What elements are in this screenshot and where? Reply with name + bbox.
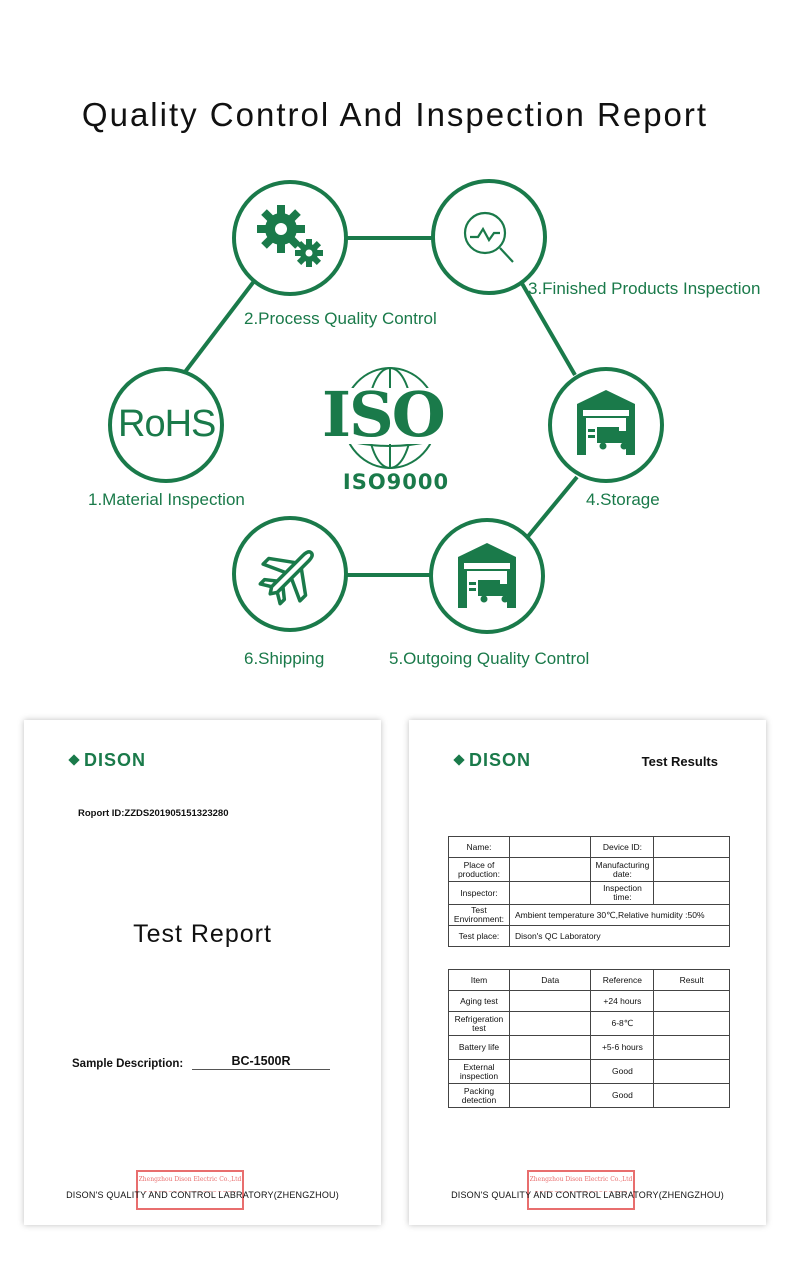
sample-description-value: BC-1500R <box>192 1054 330 1070</box>
step-1-label: 1.Material Inspection <box>88 490 245 509</box>
rohs-icon: RoHS <box>118 403 216 445</box>
info-table <box>448 836 730 947</box>
table-cell: Dison's QC Laboratory <box>509 926 729 947</box>
table-cell: Packing detection <box>449 1084 510 1108</box>
iso-logo-text: ISO <box>322 378 444 451</box>
column-header: Result <box>654 970 730 991</box>
table-row <box>449 991 730 1012</box>
table-cell: Battery life <box>449 1036 510 1060</box>
table-cell: Inspection time: <box>591 882 654 905</box>
company-stamp: Zhengzhou Dison Electric Co.,Ltd <box>527 1170 635 1210</box>
table-cell: Place of production: <box>449 858 510 882</box>
report-id: Roport ID:ZZDS201905151323280 <box>78 808 229 819</box>
table-cell: +24 hours <box>591 991 654 1012</box>
step-4-label: 4.Storage <box>586 490 660 509</box>
document-footer: DISON'S QUALITY AND CONTROL LABRATORY(ZHENGZHOU) <box>451 1190 724 1200</box>
table-cell: Inspector: <box>449 882 510 905</box>
column-header: Reference <box>591 970 654 991</box>
sample-description-label: Sample Description: <box>72 1058 184 1070</box>
dison-logo: DISON <box>455 750 531 771</box>
step-6-label: 6.Shipping <box>244 649 325 668</box>
test-report-document <box>24 720 381 1225</box>
table-row <box>449 1036 730 1060</box>
results-table <box>448 969 730 1108</box>
document-title: Test Report <box>133 920 272 948</box>
table-cell: Good <box>591 1060 654 1084</box>
table-cell: Test Environment: <box>449 905 510 926</box>
test-results-document <box>409 720 766 1225</box>
table-row <box>449 1060 730 1084</box>
table-row <box>449 1012 730 1036</box>
step-5-label: 5.Outgoing Quality Control <box>389 649 590 668</box>
company-stamp: Zhengzhou Dison Electric Co.,Ltd <box>136 1170 244 1210</box>
step-3-label: 3.Finished Products Inspection <box>528 279 761 298</box>
table-cell: Ambient temperature 30℃,Relative humidity :50% <box>509 905 729 926</box>
table-cell: Aging test <box>449 991 510 1012</box>
table-row <box>449 1084 730 1108</box>
table-cell: Test place: <box>449 926 510 947</box>
table-cell: 6-8℃ <box>591 1012 654 1036</box>
table-cell: Name: <box>449 837 510 858</box>
dison-logo: DISON <box>70 750 146 771</box>
table-header-row <box>449 970 730 991</box>
iso9000-label: ISO9000 <box>342 470 450 494</box>
table-cell: Refrigeration test <box>449 1012 510 1036</box>
column-header: Data <box>509 970 591 991</box>
column-header: Item <box>449 970 510 991</box>
document-title: Test Results <box>641 754 718 769</box>
table-cell: External inspection <box>449 1060 510 1084</box>
table-cell: Device ID: <box>591 837 654 858</box>
table-cell: Good <box>591 1084 654 1108</box>
step-2-label: 2.Process Quality Control <box>244 309 437 328</box>
table-cell: +5-6 hours <box>591 1036 654 1060</box>
page-title: Quality Control And Inspection Report <box>81 96 709 133</box>
document-footer: DISON'S QUALITY AND CONTROL LABRATORY(ZHENGZHOU) <box>66 1190 339 1200</box>
table-cell: Manufacturing date: <box>591 858 654 882</box>
